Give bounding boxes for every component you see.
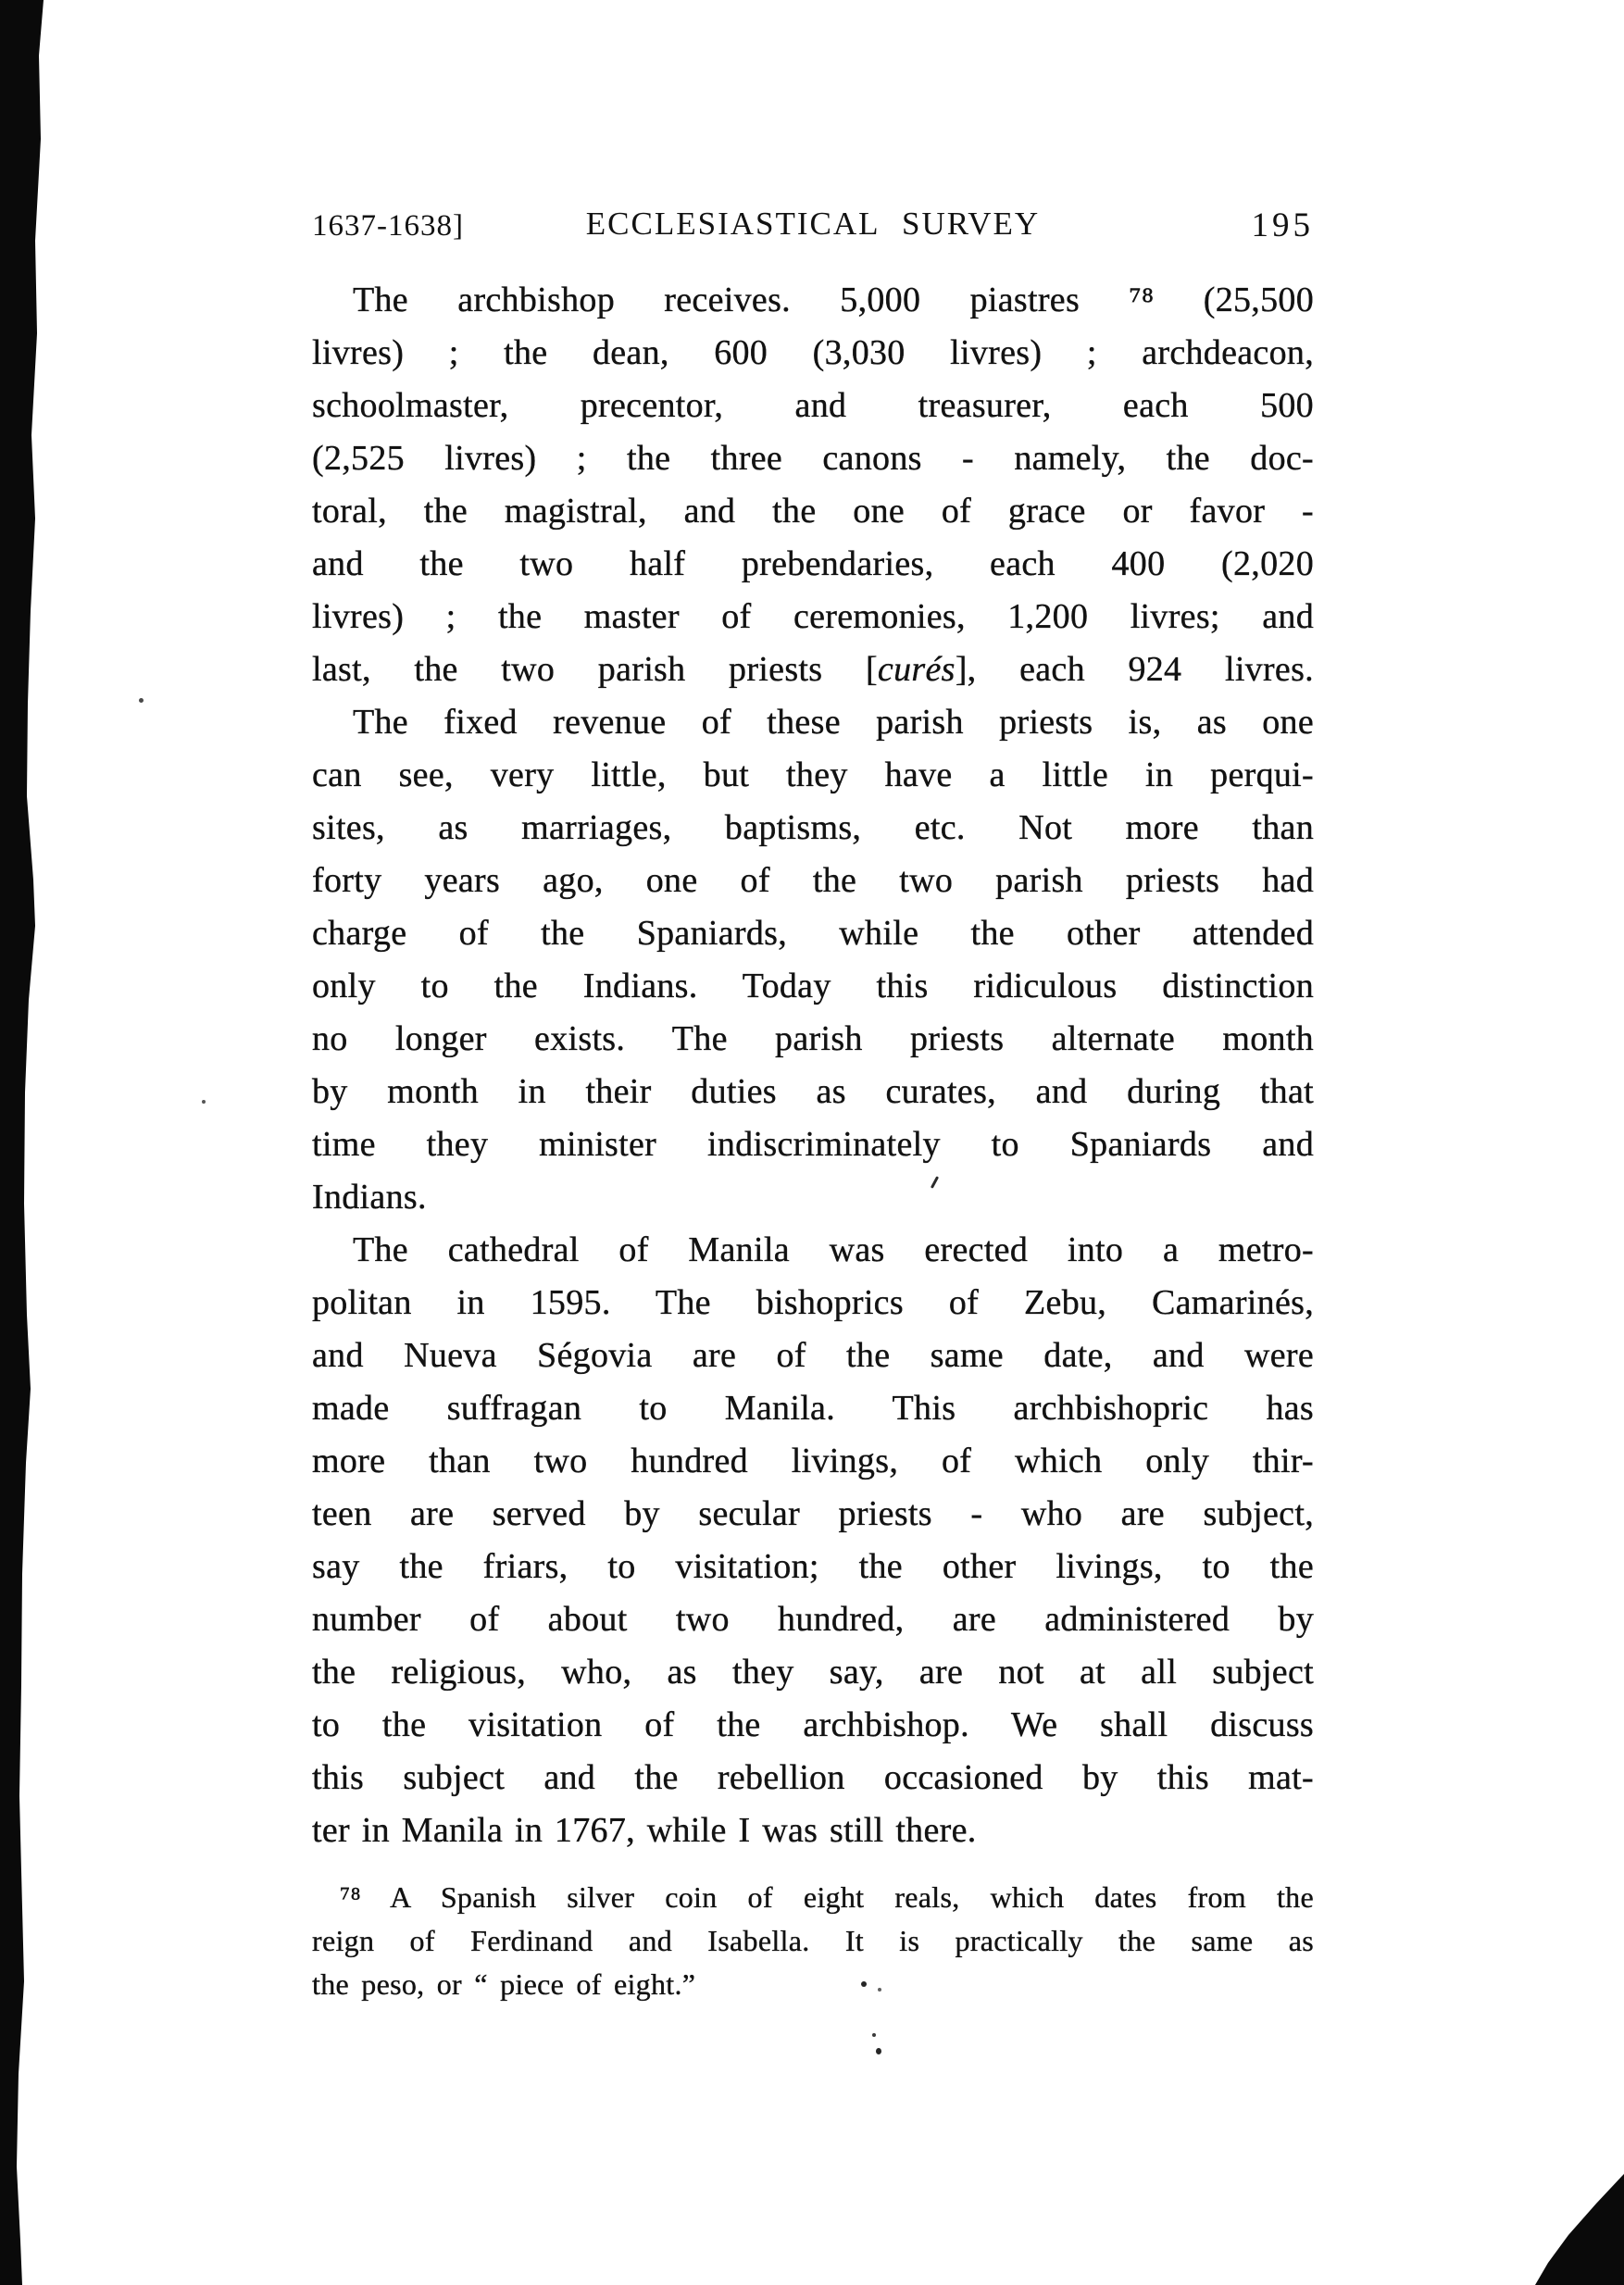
text-line: The fixed revenue of these parish priests is, as one [353,703,1314,742]
header-title: ECCLESIASTICAL SURVEY [585,206,1041,242]
text-line: schoolmaster, precentor, and treasurer, each 500 [312,386,1314,425]
scan-corner-artifact [1476,2155,1624,2285]
text-line: teen are served by secular priests - who are subject, [312,1494,1314,1533]
ink-speck [872,2033,876,2037]
running-head [312,206,1314,248]
text-line: Indians. [312,1178,427,1217]
text-line: livres) ; the dean, 600 (3,030 livres) ; archdeacon, [312,333,1314,372]
ink-speck [139,698,144,703]
scan-gutter-edge-artifact [0,0,56,2285]
text-line: number of about two hundred, are administered by [312,1600,1314,1639]
paragraph [312,1224,1314,1857]
text-line: forty years ago, one of the two parish priests had [312,861,1314,900]
ink-speck [876,2048,881,2054]
text-line: (2,525 livres) ; the three canons - namely, the doc- [312,439,1314,478]
text-line: more than two hundred livings, of which only thir- [312,1442,1314,1480]
footnote [312,1876,1314,2006]
text-line: ter in Manila in 1767, while I was still there. [312,1811,977,1850]
paragraph [312,274,1314,696]
text-line: say the friars, to visitation; the other livings, to the [312,1547,1314,1586]
text-line: and the two half prebendaries, each 400 (2,020 [312,544,1314,583]
text-line: toral, the magistral, and the one of grace or favor - [312,492,1314,531]
text-line: and Nueva Ségovia are of the same date, and were [312,1336,1314,1375]
text-segment: ], each 924 livres. [955,650,1314,689]
footnote-line: ⁷⁸ A Spanish silver coin of eight reals, which dates from the [340,1880,1314,1914]
italic-term: curés [877,650,956,689]
footnote-line: reign of Ferdinand and Isabella. It is practically the same as [312,1924,1314,1957]
text-line: made suffragan to Manila. This archbishopric has [312,1389,1314,1428]
text-line [312,643,1314,696]
text-line: this subject and the rebellion occasioned by this mat- [312,1758,1314,1797]
text-line: charge of the Spaniards, while the other attended [312,914,1314,953]
text-segment: last, the two parish priests [ [312,650,878,689]
ink-speck [202,1100,206,1104]
text-line: The archbishop receives. 5,000 piastres ⁷⁸ (25,500 [353,281,1314,319]
header-date-range: 1637-1638] [312,209,464,243]
page-number: 195 [1251,206,1314,244]
text-line: The cathedral of Manila was erected into a metro- [353,1230,1314,1269]
text-line: time they minister indiscriminately to Spaniards and [312,1125,1314,1164]
paragraph [312,696,1314,1224]
text-line: livres) ; the master of ceremonies, 1,200 livres; and [312,597,1314,636]
text-line: politan in 1595. The bishoprics of Zebu, Camarinés, [312,1283,1314,1322]
text-line: only to the Indians. Today this ridiculous distinction [312,967,1314,1005]
footnote-line: the peso, or “ piece of eight.” [312,1967,696,2001]
text-line: by month in their duties as curates, and during that [312,1072,1314,1111]
text-line: the religious, who, as they say, are not at all subject [312,1653,1314,1692]
body-text [312,274,1314,1857]
text-line: to the visitation of the archbishop. We shall discuss [312,1705,1314,1744]
text-line: can see, very little, but they have a little in perqui- [312,755,1314,794]
text-line: no longer exists. The parish priests alternate month [312,1019,1314,1058]
text-line: sites, as marriages, baptisms, etc. Not more than [312,808,1314,847]
